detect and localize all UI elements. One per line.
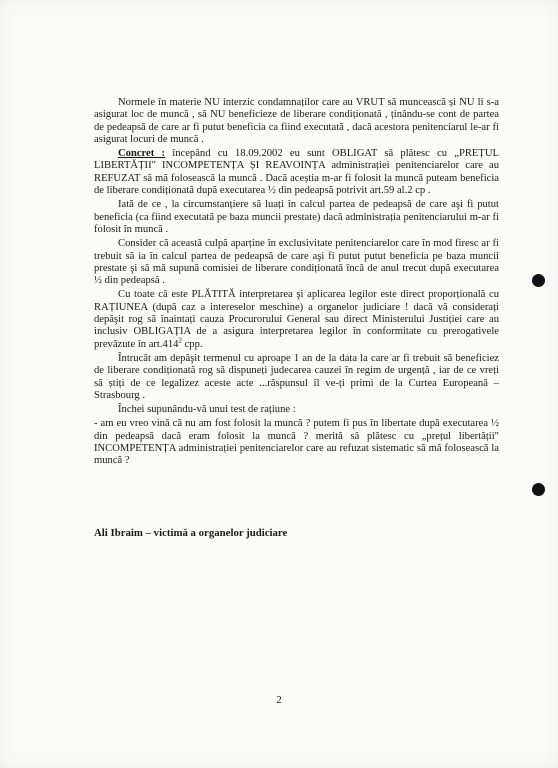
concret-text: începând cu 18.09.2002 eu sunt OBLIGAT să plătesc cu „PREȚUL LIBERTĂȚII" INCOMPETENȚA ȘI REAVOINȚA administrației penitenciarelor care au REFUZAT să mă folosească la muncă . Dacă aceștia m-ar fi folosit la muncă puteam beneficia de liberare condiționată după executarea ½ din pedeapsă potrivit art.59 al.2 cp .	[94, 148, 499, 197]
paragraph-culpa: Consider că această culpă aparține în exclusivitate penitenciarelor care în mod firesc ar fi trebuit să ia în calcul partea de pedeapsă de care aşi fi putut putut beneficia pe baza muncii prestate şi să mă supună comisiei de liberare condiționată încă de anul trecut după executarea ½ din pedeapsă .	[94, 238, 499, 287]
paragraph-concret	[94, 148, 499, 197]
paragraph-platita	[94, 289, 499, 350]
concret-label: Concret :	[118, 148, 166, 160]
paragraph-circumstances: Iată de ce , la circumstanțiere să luați în calcul partea de pedeapsă de care aşi fi putut beneficia (ca fiind executată pe baza muncii prestate) dacă administrația penitenciarului m-ar fi folosit în muncă .	[94, 199, 499, 235]
article-superscript: 2	[178, 336, 182, 345]
platita-tail: cpp.	[181, 338, 203, 350]
paragraph-norms: Normele în materie NU interzic condamnaților care au VRUT să muncească și NU li s-a asigurat loc de muncă , să NU beneficieze de liberare condiționată , ținându-se cont de partea de pedeapsă de care ar fi putut beneficia ca fiind executată , dacă acestora penitenciarul le-ar fi asigurat locuri de muncă .	[94, 97, 499, 145]
punch-hole-bottom	[532, 483, 545, 496]
document-body	[94, 97, 499, 470]
paragraph-test-intro: Închei supunându-vă unui test de rațiune :	[118, 404, 296, 416]
page-number: 2	[276, 694, 282, 706]
paragraph-deadline: Întrucât am depăşit termenul cu aproape 1 an de la data la care ar fi trebuit să beneficiez de liberare condiționată rog să dispuneți judecarea cauzei în regim de urgență , iar de ce vreți să știți de ce legalizez aceste acte ...răspunsul îl ve-ți primi de la Curtea Europeană – Strasbourg .	[94, 352, 499, 401]
platita-text: Cu toate că este PLĂTITĂ interpretarea şi aplicarea legilor este direct proporțională cu RAȚIUNEA (după caz a intereselor meschine) a organelor judiciare ! dacă vă considerați depăşit rog să înaintați cauza Procurorului General sau direct Ministerului Justiției care au inclusiv OBLIGAȚIA de a asigura interpretarea legilor în conformitate cu prerogativele prevăzute în art.414	[94, 289, 499, 350]
signature-line: Ali Ibraim – victimă a organelor judiciare	[94, 527, 288, 539]
punch-hole-top	[532, 274, 545, 287]
paragraph-test-question: - am eu vreo vină că nu am fost folosit la muncă ? putem fi pus în libertate după executarea ½ din pedeapsă dacă eram folosit la muncă ? merită să plătesc cu „prețul libertății" INCOMPETENȚA administrației penitenciarelor care au refuzat sistematic să mă folosească la muncă ?	[94, 418, 499, 467]
